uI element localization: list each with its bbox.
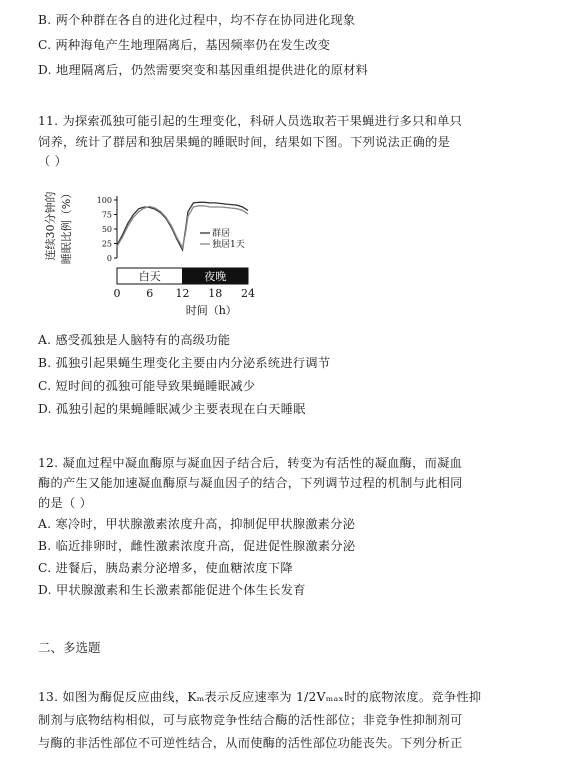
q11-stem-line1: 11. 为探索孤独可能引起的生理变化，科研人员选取若干果蝇进行多只和单只 — [38, 114, 463, 128]
x-tick-label: 18 — [208, 287, 223, 300]
q11-stem-line2: 饲养，统计了群居和独居果蝇的睡眠时间，结果如下图。下列说法正确的是 — [38, 135, 451, 149]
q13-stem-line3: 与酶的非活性部位不可逆性结合，从而使酶的活性部位功能丧失。下列分析正 — [38, 736, 463, 750]
y-tick-label: 25 — [101, 239, 112, 249]
q11-option-a: A. 感受孤独是人脑特有的高级功能 — [38, 333, 231, 347]
x-tick-label: 6 — [146, 287, 154, 300]
q12-option-a: A. 寒冷时，甲状腺激素浓度升高，抑制促甲状腺激素分泌 — [38, 517, 356, 531]
q13-stem-line1: 13. 如图为酶促反应曲线，Kₘ表示反应速率为 1/2Vₘₐₓ时的底物浓度。竞争性抑 — [38, 690, 482, 704]
x-tick-label: 24 — [241, 287, 255, 300]
q12-option-d: D. 甲状腺激素和生长激素都能促进个体生长发育 — [38, 583, 306, 597]
chart-ylabel — [43, 188, 73, 264]
y-tick-label: 50 — [101, 225, 112, 234]
chart-ylabel-line1: 连续30分钟的 — [44, 191, 57, 261]
section-heading-multiple-choice: 二、多选题 — [38, 640, 101, 655]
q12-stem-line2: 酶的产生又能加速凝血酶原与凝血因子的结合，下列调节过程的机制与此相同 — [38, 476, 463, 490]
q11-option-b: B. 孤独引起果蝇生理变化主要由内分泌系统进行调节 — [38, 356, 331, 370]
q12-stem-line1: 12. 凝血过程中凝血酶原与凝血因子结合后，转变为有活性的凝血酶，而凝血 — [38, 456, 463, 470]
q11-stem-line3: （ ） — [38, 154, 68, 168]
chart-xticks — [114, 287, 256, 300]
x-tick-label: 12 — [175, 287, 190, 300]
q10-option-c: C. 两种海龟产生地理隔离后，基因频率仍在发生改变 — [38, 38, 331, 52]
x-tick-label: 0 — [113, 287, 121, 300]
q12-option-c: C. 进餐后，胰岛素分泌增多，使血糖浓度下降 — [38, 561, 293, 575]
chart-xlabel: 时间（h） — [185, 304, 237, 317]
q11-option-d: D. 孤独引起的果蝇睡眠减少主要表现在白天睡眠 — [38, 402, 306, 416]
legend-label: 独居1天 — [212, 240, 245, 250]
q13-stem-line2: 制剂与底物结构相似，可与底物竞争性结合酶的活性部位；非竞争性抑制剂可 — [38, 713, 463, 727]
q10-option-b: B. 两个种群在各自的进化过程中，均不存在协同进化现象 — [38, 13, 356, 27]
night-label: 夜晚 — [204, 270, 227, 283]
day-night-bar — [117, 268, 248, 284]
day-label: 白天 — [138, 270, 161, 283]
chart-legend — [200, 227, 245, 250]
chart-ylabel-line2: 睡眠比例（%） — [60, 187, 73, 265]
q11-option-c: C. 短时间的孤独可能导致果蝇睡眠减少 — [38, 379, 256, 393]
sleep-chart — [40, 178, 270, 323]
q12-option-b: B. 临近排卵时，雌性激素浓度升高，促进促性腺激素分泌 — [38, 539, 356, 553]
q10-option-d: D. 地理隔离后，仍然需要突变和基因重组提供进化的原材料 — [38, 63, 369, 77]
y-tick-label: 75 — [101, 210, 112, 220]
legend-label: 群居 — [212, 229, 231, 239]
y-tick-label: 100 — [96, 196, 112, 205]
q12-stem-line3: 的是（ ） — [38, 496, 93, 510]
chart-yticks — [97, 196, 117, 263]
y-tick-label: 0 — [106, 254, 112, 263]
